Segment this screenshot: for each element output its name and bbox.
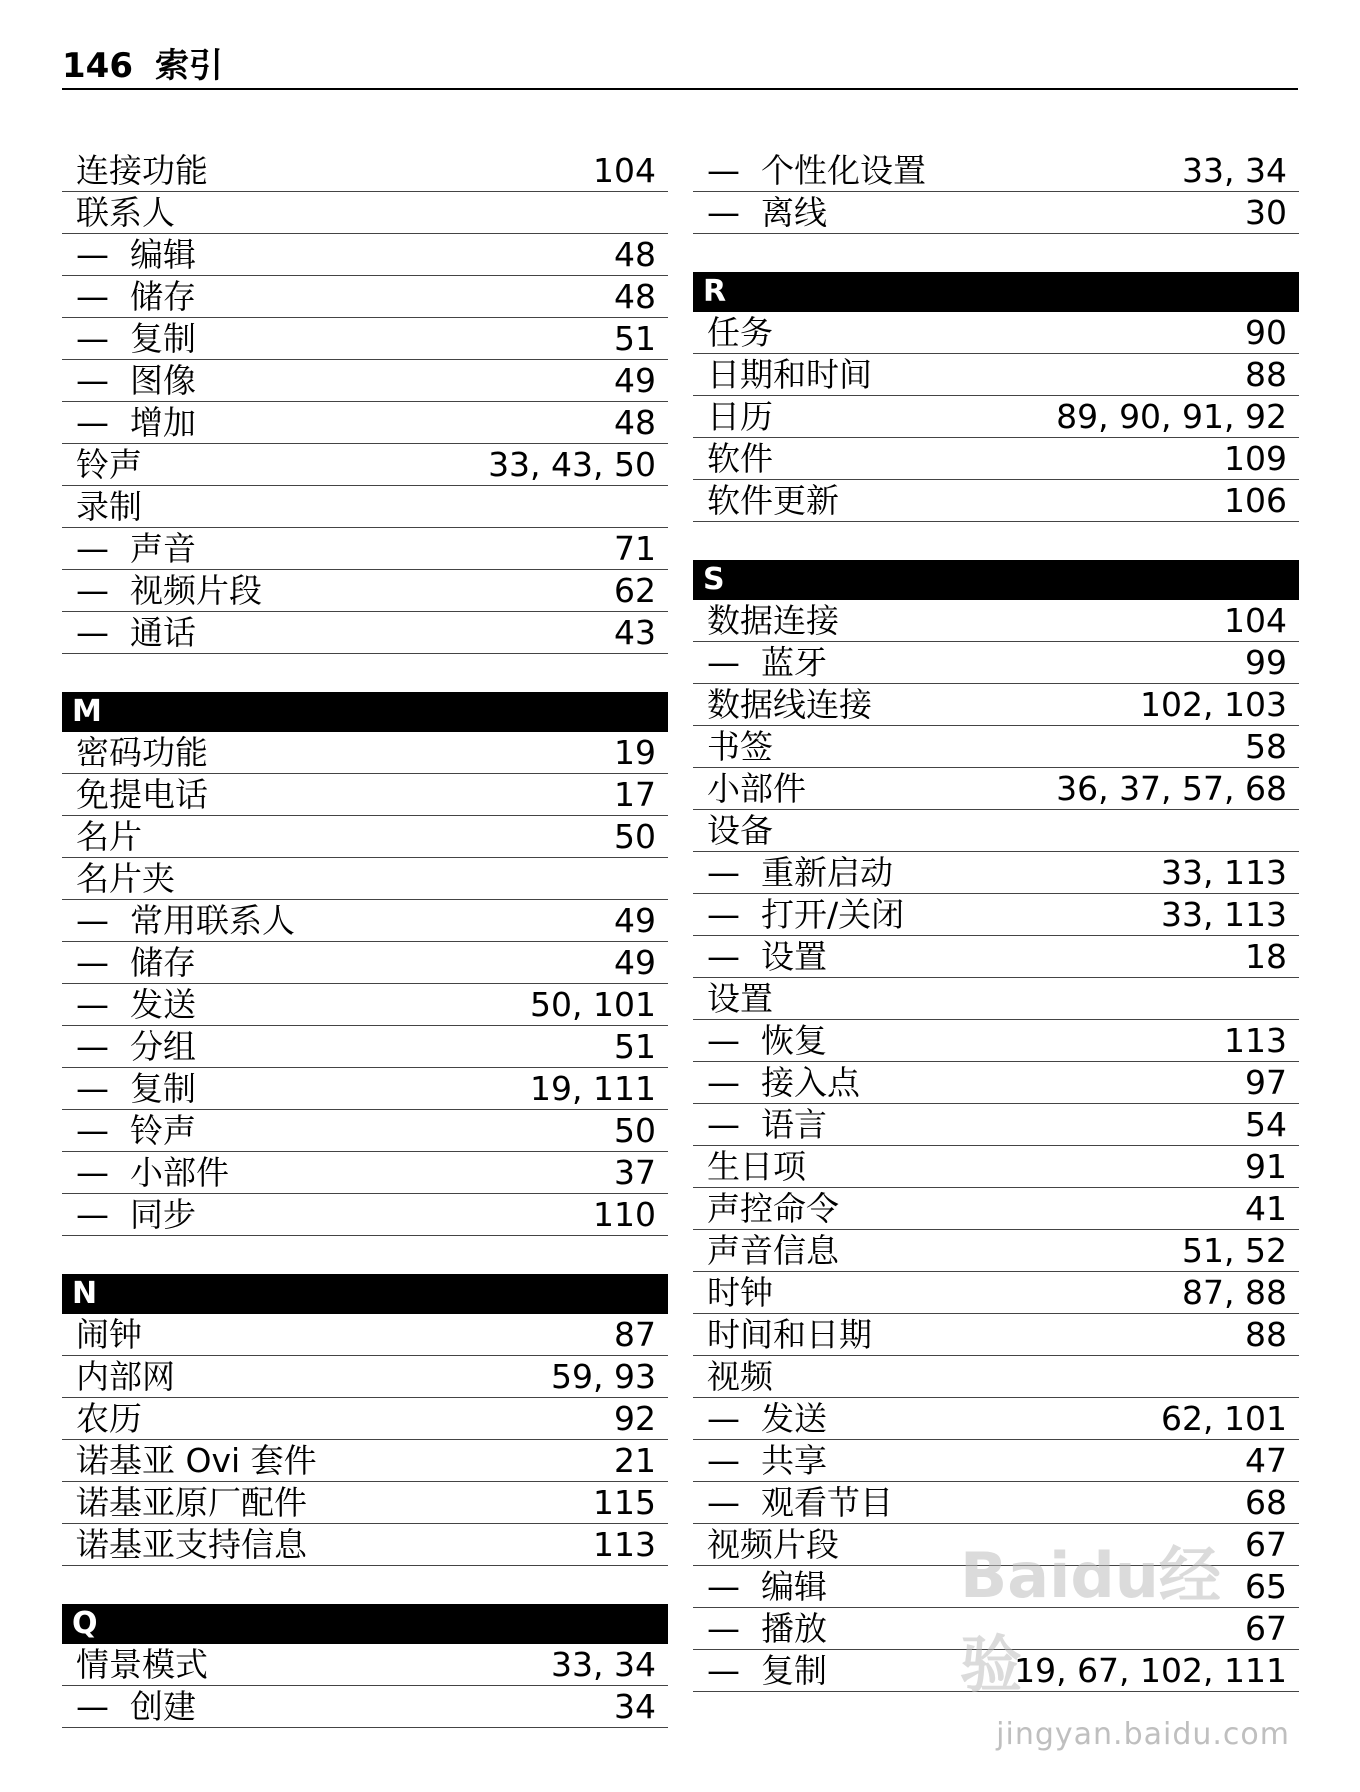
index-term: 设置 bbox=[707, 979, 773, 1018]
index-subentry bbox=[62, 984, 668, 1026]
index-pages: 65 bbox=[1245, 1567, 1287, 1606]
index-subentry bbox=[62, 612, 668, 654]
index-pages: 19, 67, 102, 111 bbox=[1014, 1651, 1287, 1690]
index-subentry bbox=[62, 360, 668, 402]
index-pages: 87 bbox=[614, 1315, 656, 1354]
index-subentry bbox=[693, 1650, 1299, 1692]
index-term: — 恢复 bbox=[707, 1021, 827, 1061]
index-subentry bbox=[693, 852, 1299, 894]
index-term: — 铃声 bbox=[76, 1111, 196, 1151]
index-term: 日期和时间 bbox=[707, 355, 872, 394]
index-term: 时钟 bbox=[707, 1273, 773, 1312]
index-subentry bbox=[62, 402, 668, 444]
index-pages: 54 bbox=[1245, 1105, 1287, 1144]
index-subentry bbox=[62, 276, 668, 318]
section-letter-s: S bbox=[693, 560, 1299, 600]
index-pages: 67 bbox=[1245, 1525, 1287, 1564]
index-term: — 接入点 bbox=[707, 1063, 860, 1103]
index-entry bbox=[62, 1398, 668, 1440]
index-term: 闹钟 bbox=[76, 1315, 142, 1354]
index-pages: 59, 93 bbox=[551, 1357, 656, 1396]
index-pages: 71 bbox=[614, 529, 656, 568]
index-pages: 51 bbox=[614, 1027, 656, 1066]
index-subentry bbox=[62, 1110, 668, 1152]
index-term: 视频 bbox=[707, 1357, 773, 1396]
index-subentry bbox=[693, 1482, 1299, 1524]
index-term: 任务 bbox=[707, 313, 773, 352]
index-term: — 声音 bbox=[76, 529, 196, 569]
index-term: — 观看节目 bbox=[707, 1483, 893, 1523]
index-term: — 个性化设置 bbox=[707, 151, 926, 191]
index-pages: 21 bbox=[614, 1441, 656, 1480]
index-entry bbox=[693, 480, 1299, 522]
index-term: 声控命令 bbox=[707, 1189, 839, 1228]
index-term: — 储存 bbox=[76, 943, 196, 983]
index-pages: 47 bbox=[1245, 1441, 1287, 1480]
index-pages: 30 bbox=[1245, 193, 1287, 232]
index-subentry bbox=[62, 528, 668, 570]
index-term: — 播放 bbox=[707, 1609, 827, 1649]
index-term: — 编辑 bbox=[76, 235, 196, 275]
index-pages: 67 bbox=[1245, 1609, 1287, 1648]
index-pages: 33, 34 bbox=[1182, 151, 1287, 190]
index-term: 小部件 bbox=[707, 769, 806, 808]
index-pages: 68 bbox=[1245, 1483, 1287, 1522]
index-pages: 87, 88 bbox=[1182, 1273, 1287, 1312]
index-entry bbox=[62, 816, 668, 858]
index-pages: 115 bbox=[593, 1483, 656, 1522]
index-term: — 蓝牙 bbox=[707, 643, 827, 683]
index-term: — 共享 bbox=[707, 1441, 827, 1481]
index-pages: 91 bbox=[1245, 1147, 1287, 1186]
index-column-right bbox=[693, 150, 1299, 1692]
index-entry bbox=[62, 1314, 668, 1356]
index-entry bbox=[62, 1524, 668, 1566]
index-pages: 37 bbox=[614, 1153, 656, 1192]
index-entry bbox=[693, 768, 1299, 810]
index-term: — 打开/关闭 bbox=[707, 895, 904, 935]
index-term: — 离线 bbox=[707, 193, 827, 233]
section-gap bbox=[693, 522, 1299, 560]
index-term: — 增加 bbox=[76, 403, 196, 443]
index-entry bbox=[62, 732, 668, 774]
index-term: — 创建 bbox=[76, 1687, 196, 1727]
page-number: 146 bbox=[62, 46, 133, 86]
index-pages: 48 bbox=[614, 235, 656, 274]
index-term: 农历 bbox=[76, 1399, 142, 1438]
index-pages: 43 bbox=[614, 613, 656, 652]
section-letter-m: M bbox=[62, 692, 668, 732]
index-term: — 发送 bbox=[707, 1399, 827, 1439]
index-pages: 62 bbox=[614, 571, 656, 610]
index-pages: 92 bbox=[614, 1399, 656, 1438]
index-term: 内部网 bbox=[76, 1357, 175, 1396]
index-term: — 视频片段 bbox=[76, 571, 262, 611]
index-subentry bbox=[693, 936, 1299, 978]
index-term: 数据线连接 bbox=[707, 685, 872, 724]
index-term: — 设置 bbox=[707, 937, 827, 977]
index-term: 时间和日期 bbox=[707, 1315, 872, 1354]
index-subentry bbox=[62, 1194, 668, 1236]
page-header bbox=[62, 46, 1298, 90]
section-gap bbox=[62, 654, 668, 692]
index-term: 声音信息 bbox=[707, 1231, 839, 1270]
index-pages: 48 bbox=[614, 403, 656, 442]
section-letter-n: N bbox=[62, 1274, 668, 1314]
index-term: — 复制 bbox=[707, 1651, 827, 1691]
index-term: 诺基亚原厂配件 bbox=[76, 1483, 307, 1522]
index-subentry bbox=[62, 1026, 668, 1068]
index-pages: 48 bbox=[614, 277, 656, 316]
index-subentry bbox=[693, 1440, 1299, 1482]
index-subentry bbox=[62, 1152, 668, 1194]
index-term: 设备 bbox=[707, 811, 773, 850]
index-entry bbox=[693, 1272, 1299, 1314]
index-entry bbox=[693, 726, 1299, 768]
index-entry bbox=[62, 486, 668, 528]
section-gap bbox=[62, 1236, 668, 1274]
index-term: 生日项 bbox=[707, 1147, 806, 1186]
index-pages: 113 bbox=[1224, 1021, 1287, 1060]
index-entry bbox=[62, 150, 668, 192]
index-subentry bbox=[693, 894, 1299, 936]
index-term: 数据连接 bbox=[707, 601, 839, 640]
index-term: 诺基亚支持信息 bbox=[76, 1525, 307, 1564]
index-term: 书签 bbox=[707, 727, 773, 766]
index-entry bbox=[693, 1146, 1299, 1188]
index-subentry bbox=[693, 1062, 1299, 1104]
index-subentry bbox=[693, 1020, 1299, 1062]
index-pages: 50, 101 bbox=[530, 985, 656, 1024]
index-term: 联系人 bbox=[76, 193, 175, 232]
index-entry bbox=[693, 810, 1299, 852]
index-pages: 88 bbox=[1245, 355, 1287, 394]
index-term: — 常用联系人 bbox=[76, 901, 295, 941]
index-term: 铃声 bbox=[76, 445, 142, 484]
index-term: — 复制 bbox=[76, 319, 196, 359]
index-subentry bbox=[62, 1686, 668, 1728]
index-term: 连接功能 bbox=[76, 151, 208, 190]
index-entry bbox=[62, 1356, 668, 1398]
index-pages: 51, 52 bbox=[1182, 1231, 1287, 1270]
index-pages: 113 bbox=[593, 1525, 656, 1564]
section-letter-q: Q bbox=[62, 1604, 668, 1644]
index-term: 免提电话 bbox=[76, 775, 208, 814]
index-pages: 17 bbox=[614, 775, 656, 814]
index-subentry bbox=[693, 642, 1299, 684]
index-entry bbox=[62, 1644, 668, 1686]
index-entry bbox=[693, 396, 1299, 438]
index-subentry bbox=[62, 234, 668, 276]
index-entry bbox=[693, 438, 1299, 480]
index-term: 录制 bbox=[76, 487, 142, 526]
index-pages: 49 bbox=[614, 943, 656, 982]
index-entry bbox=[62, 1440, 668, 1482]
index-term: 名片 bbox=[76, 817, 142, 856]
index-entry bbox=[693, 978, 1299, 1020]
index-pages: 110 bbox=[593, 1195, 656, 1234]
index-pages: 88 bbox=[1245, 1315, 1287, 1354]
index-term: — 语言 bbox=[707, 1105, 827, 1145]
index-subentry bbox=[62, 1068, 668, 1110]
section-letter-r: R bbox=[693, 272, 1299, 312]
index-pages: 33, 43, 50 bbox=[488, 445, 656, 484]
index-subentry bbox=[693, 192, 1299, 234]
index-entry bbox=[693, 1356, 1299, 1398]
index-pages: 50 bbox=[614, 1111, 656, 1150]
index-pages: 104 bbox=[1224, 601, 1287, 640]
index-term: — 同步 bbox=[76, 1195, 196, 1235]
index-term: — 复制 bbox=[76, 1069, 196, 1109]
index-pages: 41 bbox=[1245, 1189, 1287, 1228]
index-term: 情景模式 bbox=[76, 1645, 208, 1684]
index-subentry bbox=[62, 900, 668, 942]
index-term: — 发送 bbox=[76, 985, 196, 1025]
index-entry bbox=[62, 192, 668, 234]
index-term: 软件更新 bbox=[707, 481, 839, 520]
index-pages: 19, 111 bbox=[530, 1069, 656, 1108]
index-pages: 33, 113 bbox=[1161, 895, 1287, 934]
index-subentry bbox=[62, 942, 668, 984]
index-pages: 104 bbox=[593, 151, 656, 190]
index-pages: 99 bbox=[1245, 643, 1287, 682]
index-entry bbox=[693, 354, 1299, 396]
index-entry bbox=[693, 1188, 1299, 1230]
index-pages: 18 bbox=[1245, 937, 1287, 976]
index-pages: 97 bbox=[1245, 1063, 1287, 1102]
index-subentry bbox=[62, 570, 668, 612]
section-gap bbox=[693, 234, 1299, 272]
index-term: 名片夹 bbox=[76, 859, 175, 898]
index-entry bbox=[693, 1230, 1299, 1272]
index-pages: 102, 103 bbox=[1140, 685, 1287, 724]
index-entry bbox=[693, 1524, 1299, 1566]
index-subentry bbox=[693, 1398, 1299, 1440]
index-entry bbox=[62, 858, 668, 900]
index-subentry bbox=[693, 1566, 1299, 1608]
index-pages: 34 bbox=[614, 1687, 656, 1726]
index-entry bbox=[693, 684, 1299, 726]
index-entry bbox=[62, 774, 668, 816]
index-pages: 62, 101 bbox=[1161, 1399, 1287, 1438]
index-pages: 109 bbox=[1224, 439, 1287, 478]
index-term: — 图像 bbox=[76, 361, 196, 401]
index-pages: 89, 90, 91, 92 bbox=[1056, 397, 1287, 436]
page-title: 索引 bbox=[154, 46, 223, 86]
watermark-logo: Baidu经验 bbox=[960, 1539, 1221, 1701]
index-term: 日历 bbox=[707, 397, 773, 436]
index-subentry bbox=[693, 150, 1299, 192]
index-pages: 106 bbox=[1224, 481, 1287, 520]
index-term: — 分组 bbox=[76, 1027, 196, 1067]
index-pages: 49 bbox=[614, 361, 656, 400]
index-pages: 33, 113 bbox=[1161, 853, 1287, 892]
index-term: — 储存 bbox=[76, 277, 196, 317]
index-column-left bbox=[62, 150, 668, 1728]
watermark-url: jingyan.baidu.com bbox=[996, 1717, 1290, 1752]
index-term: — 重新启动 bbox=[707, 853, 893, 893]
index-entry bbox=[62, 444, 668, 486]
index-entry bbox=[62, 1482, 668, 1524]
index-term: — 小部件 bbox=[76, 1153, 229, 1193]
index-pages: 51 bbox=[614, 319, 656, 358]
section-gap bbox=[62, 1566, 668, 1604]
index-entry bbox=[693, 1314, 1299, 1356]
index-pages: 36, 37, 57, 68 bbox=[1056, 769, 1287, 808]
index-term: — 通话 bbox=[76, 613, 196, 653]
index-pages: 58 bbox=[1245, 727, 1287, 766]
index-term: 密码功能 bbox=[76, 733, 208, 772]
index-subentry bbox=[693, 1608, 1299, 1650]
index-term: 软件 bbox=[707, 439, 773, 478]
index-pages: 90 bbox=[1245, 313, 1287, 352]
index-term: 视频片段 bbox=[707, 1525, 839, 1564]
index-subentry bbox=[693, 1104, 1299, 1146]
index-pages: 50 bbox=[614, 817, 656, 856]
index-term: 诺基亚 Ovi 套件 bbox=[76, 1441, 317, 1480]
index-pages: 49 bbox=[614, 901, 656, 940]
index-pages: 19 bbox=[614, 733, 656, 772]
index-entry bbox=[693, 312, 1299, 354]
index-pages: 33, 34 bbox=[551, 1645, 656, 1684]
index-subentry bbox=[62, 318, 668, 360]
index-term: — 编辑 bbox=[707, 1567, 827, 1607]
index-entry bbox=[693, 600, 1299, 642]
